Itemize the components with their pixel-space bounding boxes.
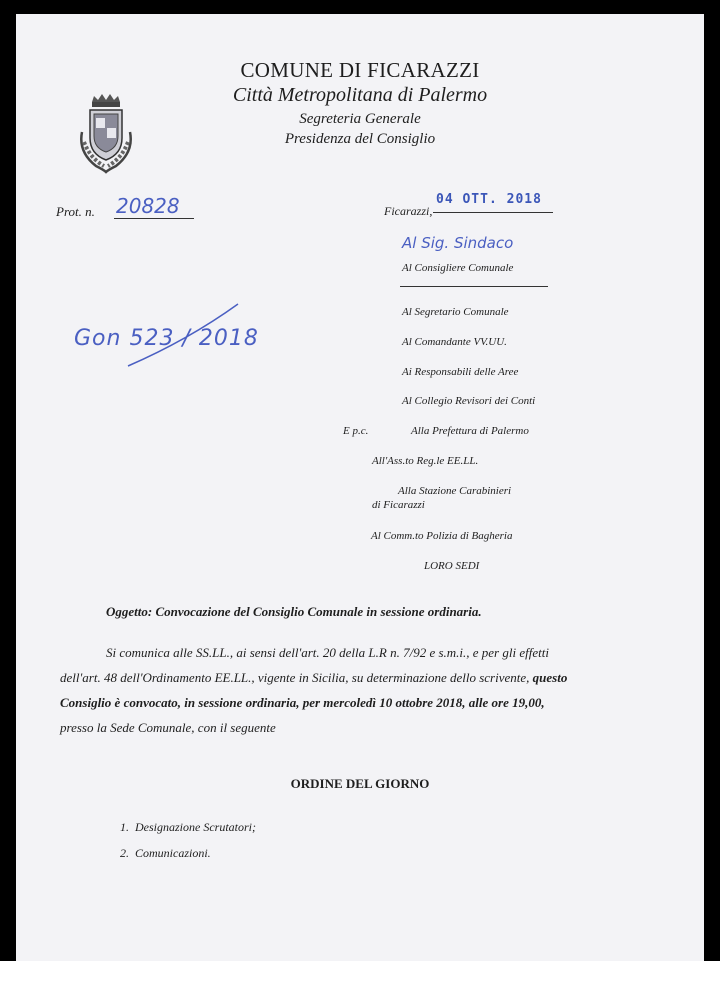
presidenza-title: Presidenza del Consiglio <box>284 131 436 147</box>
body-line-4: presso la Sede Comunale, con il seguente <box>60 720 276 735</box>
handwritten-note: Gon 523 / 2018 <box>74 326 259 351</box>
bottom-strip <box>0 961 720 985</box>
body-line-2: dell'art. 48 dell'Ordinamento EE.LL., vigente in Sicilia, su determinazione dello scrivente, questo <box>60 670 568 685</box>
segreteria-title: Segreteria Generale <box>299 111 421 127</box>
recipient-2: Al Segretario Comunale <box>402 306 509 318</box>
handwritten-recipient: Al Sig. Sindaco <box>402 234 514 252</box>
place-label: Ficarazzi, <box>384 204 433 218</box>
body-text <box>60 640 682 740</box>
comune-title: COMUNE DI FICARAZZI <box>240 58 480 82</box>
document-page <box>16 14 704 961</box>
recipient-4: Ai Responsabili delle Aree <box>402 366 519 378</box>
recipient-1: Al Consigliere Comunale <box>402 262 514 274</box>
subject-line: Oggetto: Convocazione del Consiglio Comunale in sessione ordinaria. <box>106 604 482 619</box>
body-line-3: Consiglio è convocato, in sessione ordinaria, per mercoledì 10 ottobre 2018, alle ore 19,00, <box>60 695 545 710</box>
agenda-title: ORDINE DEL GIORNO <box>290 776 430 791</box>
epc-label: E p.c. <box>343 425 369 437</box>
recipient-3: Al Comandante VV.UU. <box>402 336 507 348</box>
epc-item-2: All'Ass.to Reg.le EE.LL. <box>372 455 479 467</box>
date-stamp: 04 OTT. 2018 <box>436 192 542 207</box>
epc-item-1: Alla Prefettura di Palermo <box>411 425 529 437</box>
epc-item-6: LORO SEDI <box>424 560 480 572</box>
citta-title: Città Metropolitana di Palermo <box>232 84 488 106</box>
epc-item-4: di Ficarazzi <box>372 499 425 511</box>
epc-item-5: Al Comm.to Polizia di Bagheria <box>371 530 513 542</box>
agenda-item-2: 2. Comunicazioni. <box>120 846 211 860</box>
recipient-5: Al Collegio Revisori dei Conti <box>402 395 536 407</box>
agenda-item-1: 1. Designazione Scrutatori; <box>120 820 256 834</box>
prot-label: Prot. n. <box>56 204 95 219</box>
epc-item-3: Alla Stazione Carabinieri <box>398 485 512 497</box>
prot-number: 20828 <box>116 194 180 218</box>
body-line-1: Si comunica alle SS.LL., ai sensi dell'art. 20 della L.R n. 7/92 e s.m.i., e per gli effetti <box>106 645 549 660</box>
